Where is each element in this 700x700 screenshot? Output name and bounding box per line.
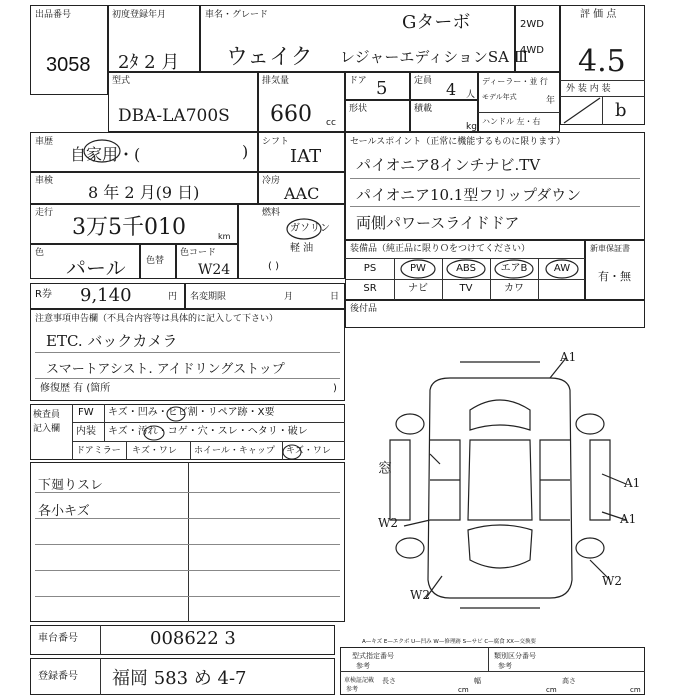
- reg-expiry-label: 名変期限: [190, 292, 227, 302]
- model-label: 型式: [112, 76, 131, 86]
- inspector-label-2: 記入欄: [33, 424, 61, 434]
- first-reg-label: 初度登録年月: [112, 10, 167, 20]
- diagram-mark-w2-left: W2: [378, 516, 398, 530]
- grade-top: Gターボ: [402, 12, 471, 33]
- inspector-interior: 内装: [76, 426, 96, 437]
- equip-airbag: エアB: [500, 263, 528, 274]
- shift-value: IAT: [290, 146, 322, 167]
- diagram-mark-a1-right-1: A1: [624, 476, 641, 490]
- interior-score: b: [615, 100, 627, 121]
- exterior-slash: [560, 96, 602, 125]
- yen-unit: 円: [168, 292, 178, 302]
- mileage-value: 3万5千010: [72, 215, 186, 240]
- remarks-rule-4: [35, 570, 340, 571]
- inspector-interior-items: キズ・汚れ・コゲ・穴・スレ・ヘタリ・破レ: [108, 426, 308, 437]
- doors-label: ドア: [349, 76, 367, 86]
- grade-bottom: レジャーエディションSA Ⅲ: [340, 48, 529, 66]
- sales-rule-2: [350, 206, 640, 207]
- doors-value: 5: [376, 78, 388, 99]
- spec-code-ref-1: 参考: [356, 662, 370, 670]
- height-label: 高さ: [562, 677, 576, 685]
- chassis-value: 008622 3: [150, 628, 236, 649]
- first-reg-value: 2ﾀ 2 月: [118, 52, 180, 73]
- sales-rule-1: [350, 178, 640, 179]
- chassis-label: 車台番号: [38, 633, 78, 644]
- cc-unit: cc: [326, 118, 336, 128]
- width-label: 幅: [474, 677, 481, 685]
- diagram-mark-w2-bottom: W2: [410, 588, 430, 602]
- equip-pw: PW: [410, 263, 426, 274]
- sales-points-label: セールスポイント（正常に機能するものに限ります）: [350, 137, 566, 147]
- color-code-label: 色コード: [180, 248, 217, 258]
- after-market-label: 後付品: [350, 304, 378, 314]
- score-vdivider: [602, 96, 603, 125]
- remarks-rule-5: [35, 596, 340, 597]
- spec-code-ref-2: 参考: [498, 662, 512, 670]
- equip-navi: ナビ: [408, 283, 428, 294]
- lot-label: 出品番号: [35, 10, 72, 20]
- dealer-divider: [478, 112, 560, 113]
- kg-unit: kg: [466, 122, 477, 132]
- plate-value: 福岡 583 め 4-7: [112, 668, 247, 689]
- recycle-label: R券: [35, 289, 52, 300]
- plate-label: 登録番号: [38, 671, 78, 682]
- km-unit: km: [218, 232, 231, 241]
- equip-v2: [442, 258, 443, 300]
- equip-ps: PS: [363, 263, 377, 274]
- height-unit: cm: [630, 686, 641, 694]
- sales-point-3: 両側パワースライドドア: [356, 214, 520, 232]
- inspector-mirror: ドアミラー: [76, 446, 121, 456]
- color-value: パール: [66, 256, 126, 280]
- car-name-label: 車名・グレード: [205, 10, 269, 20]
- inspector-wheel-items: キズ・ワレ: [286, 446, 331, 456]
- fuel-circle: [286, 218, 322, 240]
- dealer-label: ディーラー・並 行: [482, 77, 548, 86]
- notes-rule-1: [35, 352, 340, 353]
- drive-4wd: 4WD: [520, 45, 544, 56]
- lot-number: 3058: [46, 54, 91, 76]
- usage-label: 車歴: [35, 137, 54, 147]
- mileage-label: 走行: [35, 208, 54, 218]
- ac-label: 冷房: [262, 176, 281, 186]
- notes-label: 注意事項申告欄（不具合内容等は具体的に記入して下さい）: [35, 314, 279, 324]
- inspector-marks: [30, 404, 345, 460]
- score-value: 4.5: [578, 44, 626, 79]
- equip-circles: [345, 258, 585, 280]
- person-unit: 人: [466, 90, 476, 100]
- fuel-box: [238, 204, 345, 279]
- chassis-split: [100, 625, 101, 655]
- equip-sr: SR: [363, 283, 377, 294]
- equipment-label: 装備品（純正品に限りＯをつけてください）: [350, 244, 531, 254]
- shape-label: 形状: [349, 104, 368, 114]
- car-diagram: [370, 350, 630, 610]
- remarks-split: [188, 462, 189, 622]
- diagram-mark-w2-right: W2: [602, 574, 622, 588]
- equip-v3: [490, 258, 491, 300]
- color-label: 色: [35, 248, 45, 258]
- equip-leather: カワ: [504, 283, 524, 294]
- usage-box: [30, 132, 258, 172]
- ac-value: AAC: [284, 184, 320, 203]
- load-label: 積載: [414, 104, 433, 114]
- displacement-value: 660: [270, 102, 312, 127]
- ext-int-label: 外 装 内 装: [566, 84, 611, 94]
- equip-v4: [538, 258, 539, 300]
- fuel-diesel: 軽 油: [290, 243, 314, 254]
- repair-close: ): [333, 383, 337, 394]
- score-divider: [560, 80, 645, 81]
- fuel-label: 燃料: [262, 208, 281, 218]
- equip-abs: ABS: [456, 263, 476, 274]
- fuel-other: ( ): [268, 261, 279, 272]
- diagram-mark-a1-top: A1: [560, 350, 577, 364]
- remarks-rule-3: [35, 544, 340, 545]
- capacity-label: 定員: [414, 76, 433, 86]
- remarks-line-1: 下廻りスレ: [38, 478, 104, 493]
- usage-close: ): [242, 142, 249, 161]
- model-value: DBA-LA700S: [118, 106, 230, 126]
- spec-code-label-2: 類別区分番号: [494, 652, 536, 660]
- length-unit: cm: [458, 686, 469, 694]
- inspector-wheel: ホイール・キャップ: [194, 446, 275, 456]
- inspection-value: 8 年 2 月(9 日): [88, 183, 200, 202]
- shift-label: シフト: [262, 137, 290, 147]
- plate-split: [100, 658, 101, 695]
- length-label: 長さ: [382, 677, 396, 685]
- recycle-value: 9,140: [80, 285, 132, 306]
- spec-code-split: [488, 647, 489, 671]
- diagram-mark-a1-right-2: A1: [620, 512, 637, 526]
- color-change-label: 色替: [146, 256, 165, 266]
- capacity-value: 4: [446, 80, 457, 99]
- spec-code-divider: [340, 671, 645, 672]
- equip-v1: [394, 258, 395, 300]
- spec-code-label-1: 型式指定番号: [352, 652, 394, 660]
- width-unit: cm: [546, 686, 557, 694]
- inspector-label-1: 検査員: [33, 410, 61, 420]
- notes-line-2: スマートアシスト. アイドリングストップ: [46, 362, 285, 377]
- diagram-mark-window: 窓: [378, 461, 392, 477]
- handle-label: ハンドル 左・右: [482, 117, 541, 126]
- drive-box: [515, 5, 560, 72]
- after-market-box: [345, 300, 645, 328]
- reg-expiry-month: 月: [284, 292, 294, 302]
- equip-aw: AW: [553, 263, 571, 274]
- car-name-value: ウェイク: [226, 45, 313, 70]
- sales-point-2: パイオニア10.1型フリップダウン: [356, 186, 582, 204]
- remarks-line-2: 各小キズ: [38, 504, 90, 519]
- usage-value: 自家用・(: [70, 145, 141, 164]
- inspector-mirror-items: キズ・ワレ: [132, 446, 177, 456]
- size-ref: 参考: [346, 686, 359, 693]
- score-label: 評 価 点: [580, 9, 617, 20]
- year-unit: 年: [546, 96, 556, 106]
- notes-rule-2: [35, 378, 340, 379]
- fuel-gas: ガソリン: [290, 223, 330, 234]
- inspector-fw-items: キズ・凹み・ヒビ割・リペア跡・X要: [108, 407, 275, 418]
- sales-point-1: パイオニア8インチナビ.TV: [356, 156, 541, 174]
- repair-label: 修復歴 有 (箇所: [40, 383, 111, 394]
- equip-tv: TV: [459, 283, 473, 294]
- damage-legend: A—キズ E—エクボ U—凹み W—修理跡 S—サビ C—腐食 XX—交換要: [362, 639, 536, 645]
- warranty-value: 有・無: [598, 270, 631, 283]
- size-label: 車検証記載: [344, 677, 375, 684]
- inspection-label: 車検: [35, 176, 54, 186]
- notes-line-1: ETC. バックカメラ: [46, 332, 178, 350]
- model-year-label: モデル年式: [482, 93, 517, 101]
- inspector-fw: FW: [78, 407, 94, 418]
- usage-circle: [82, 138, 122, 164]
- displacement-label: 排気量: [262, 76, 290, 86]
- drive-2wd: 2WD: [520, 19, 544, 30]
- color-code-value: W24: [198, 262, 231, 278]
- new-car-label: 新車保証書: [590, 244, 630, 253]
- reg-expiry-day: 日: [330, 292, 340, 302]
